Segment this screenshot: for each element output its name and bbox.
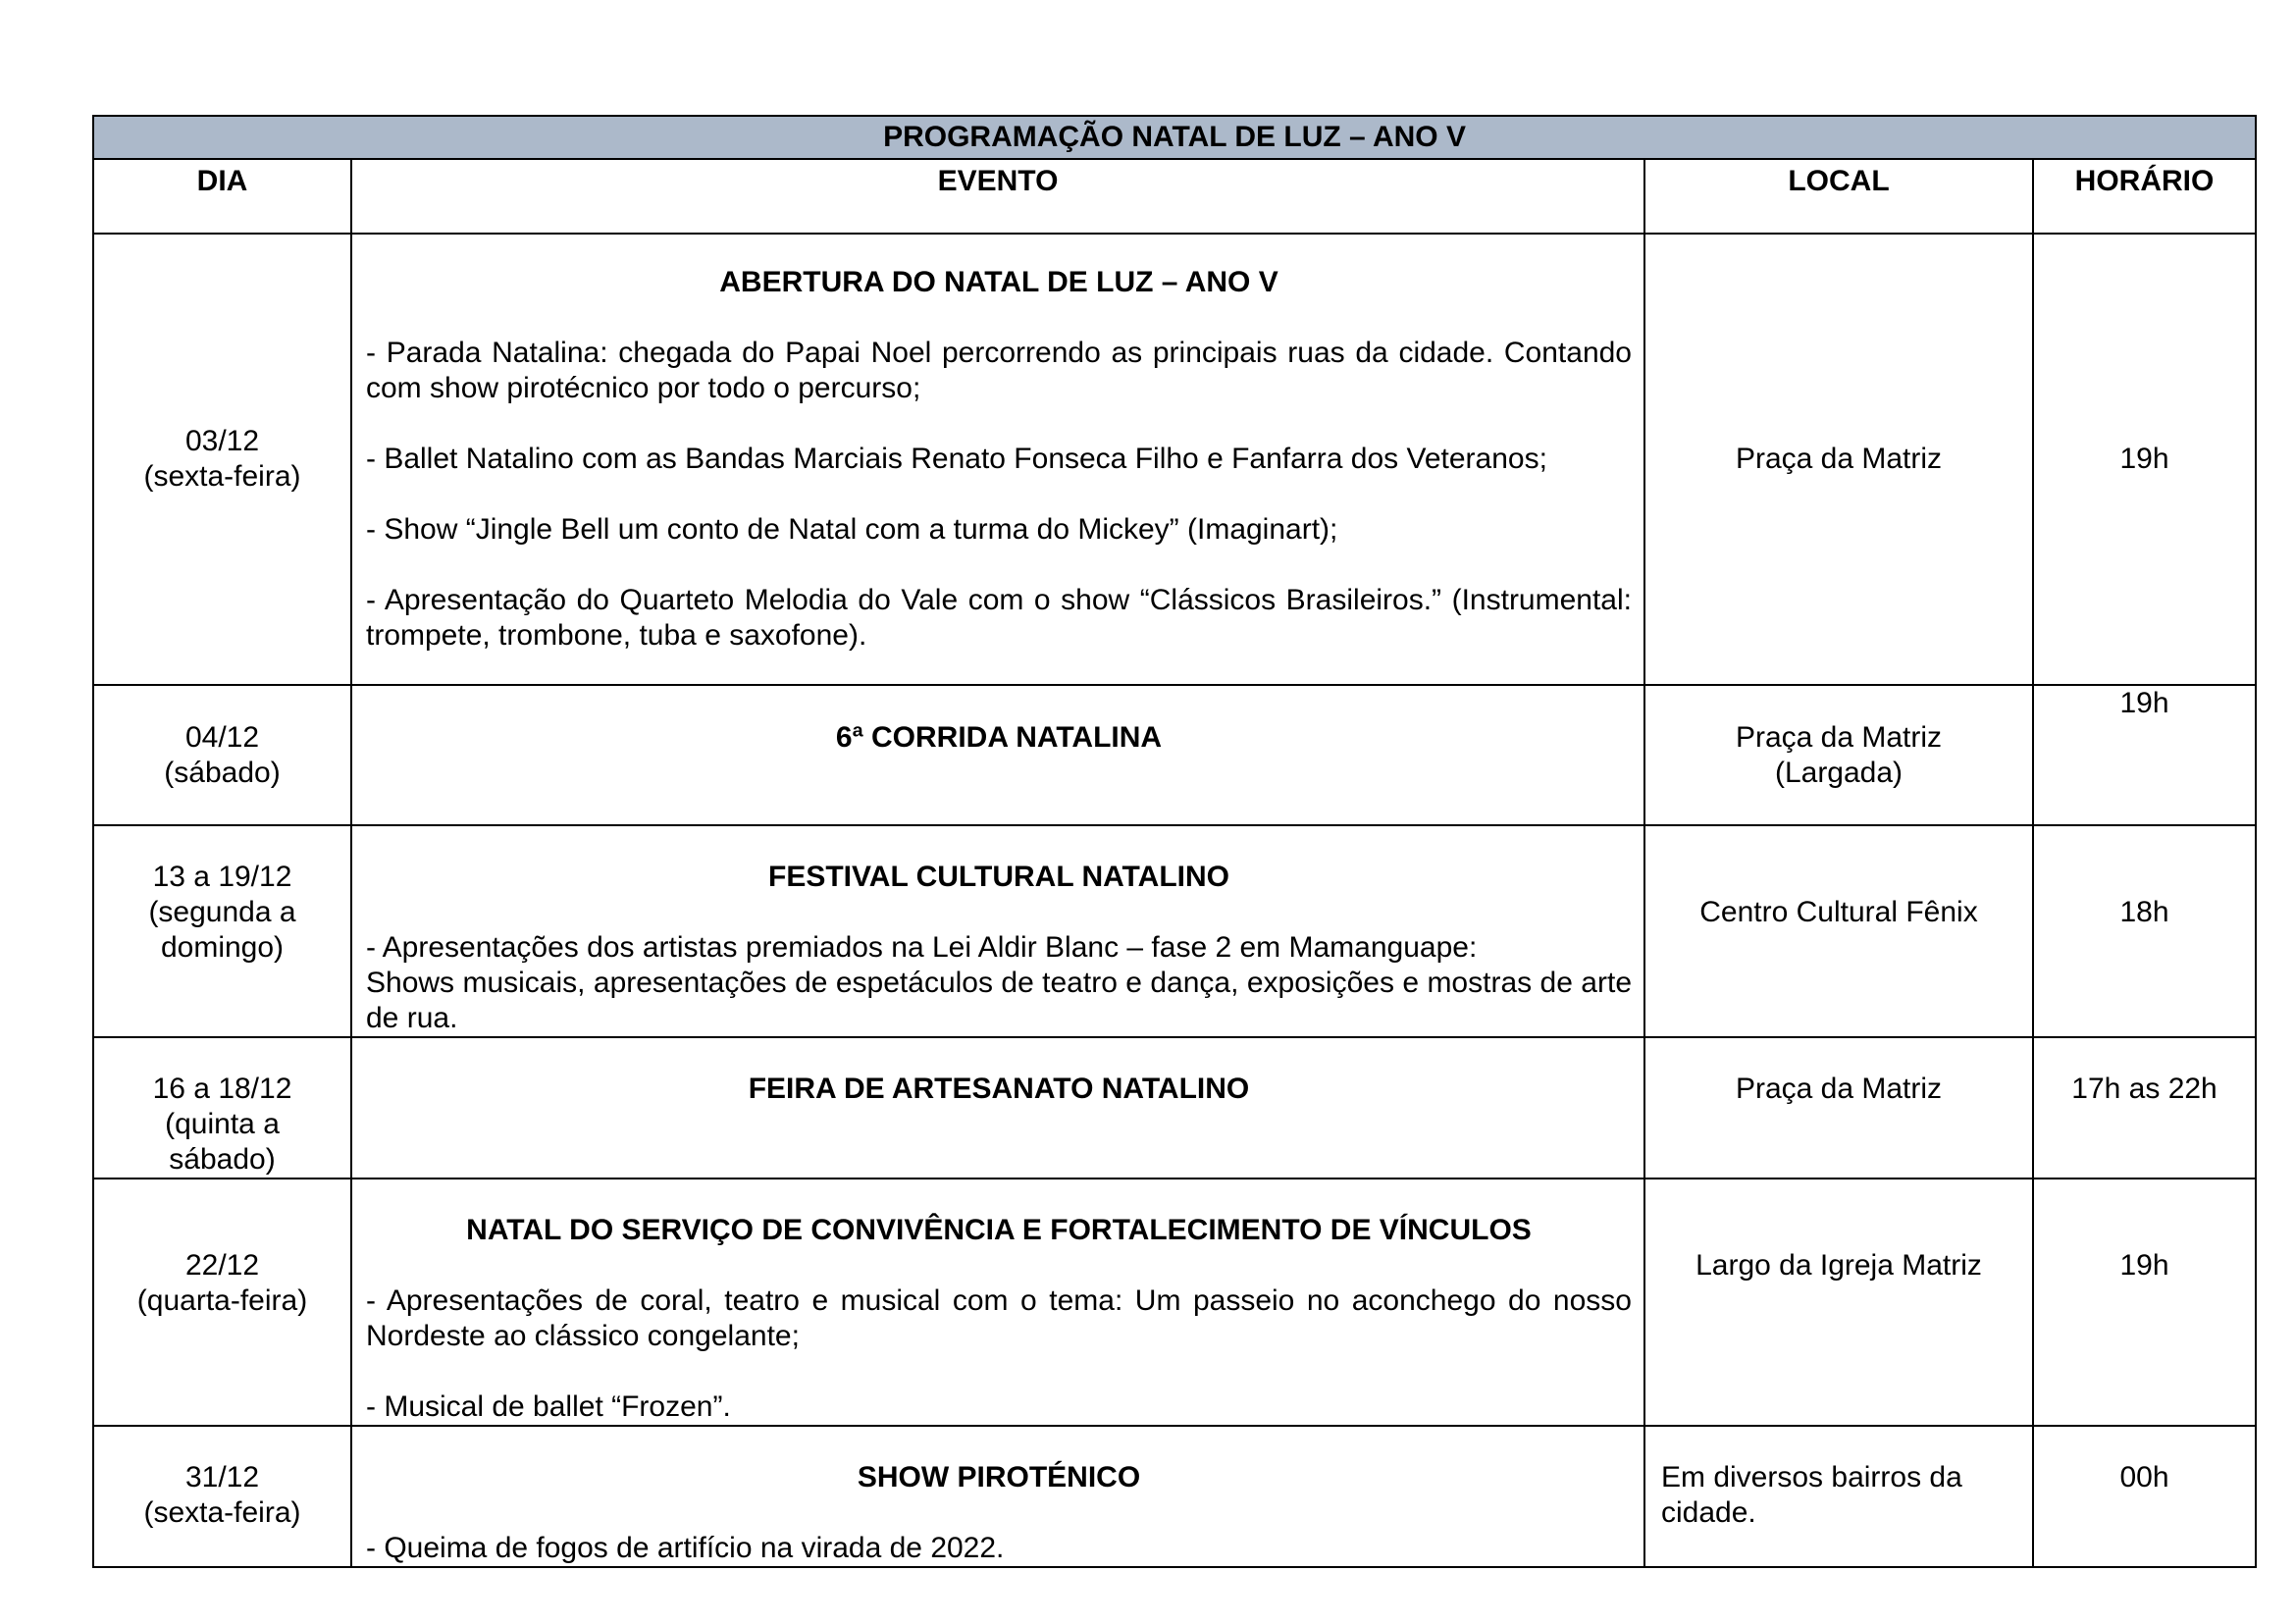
day-weekday: (sexta-feira) bbox=[143, 460, 301, 493]
day-date: 04/12 bbox=[184, 720, 260, 754]
location-cell: Em diversos bairros da cidade. bbox=[1644, 1426, 2033, 1567]
table-title: PROGRAMAÇÃO NATAL DE LUZ – ANO V bbox=[93, 116, 2256, 159]
header-evento: EVENTO bbox=[351, 159, 1644, 234]
table-row bbox=[93, 1426, 2256, 1567]
time-cell: 18h bbox=[2033, 825, 2256, 1037]
event-title: SHOW PIROTÉNICO bbox=[857, 1461, 1141, 1493]
schedule-table bbox=[92, 115, 2257, 1568]
table-row bbox=[93, 685, 2256, 825]
location-cell: Praça da Matriz bbox=[1644, 234, 2033, 685]
event-title: FEIRA DE ARTESANATO NATALINO bbox=[748, 1073, 1250, 1105]
day-date: 31/12 bbox=[184, 1461, 260, 1493]
day-weekday: (segunda a domingo) bbox=[148, 896, 296, 964]
table-row bbox=[93, 234, 2256, 685]
day-cell bbox=[93, 1426, 351, 1567]
event-cell bbox=[351, 685, 1644, 825]
event-line: Shows musicais, apresentações de espetáculos de teatro e dança, exposições e mostras de arte de rua. bbox=[366, 967, 1632, 1034]
event-line: - Show “Jingle Bell um conto de Natal com a turma do Mickey” (Imaginart); bbox=[366, 513, 1338, 546]
event-title: ABERTURA DO NATAL DE LUZ – ANO V bbox=[719, 266, 1278, 298]
day-date: 03/12 bbox=[184, 425, 260, 457]
day-cell bbox=[93, 234, 351, 685]
time-cell: 00h bbox=[2033, 1426, 2256, 1567]
location-name: Praça da Matriz bbox=[1735, 720, 1943, 754]
event-line: - Queima de fogos de artifício na virada de 2022. bbox=[366, 1532, 1005, 1564]
table-row bbox=[93, 1179, 2256, 1426]
event-line: - Musical de ballet “Frozen”. bbox=[366, 1390, 731, 1423]
time-cell: 17h as 22h bbox=[2033, 1037, 2256, 1179]
table-row bbox=[93, 1037, 2256, 1179]
event-line: - Apresentações de coral, teatro e musical com o tema: Um passeio no aconchego do nosso Nordeste ao clássico congelante; bbox=[366, 1284, 1632, 1352]
day-weekday: (quinta a sábado) bbox=[165, 1108, 280, 1176]
day-date: 13 a 19/12 bbox=[152, 861, 292, 893]
table-row bbox=[93, 825, 2256, 1037]
day-date: 22/12 bbox=[184, 1249, 260, 1282]
header-horario: HORÁRIO bbox=[2033, 159, 2256, 234]
location-extra: (Largada) bbox=[1774, 756, 1904, 789]
location-cell bbox=[1644, 685, 2033, 825]
event-title: FESTIVAL CULTURAL NATALINO bbox=[768, 861, 1229, 893]
schedule-sheet bbox=[92, 115, 2255, 1568]
event-cell bbox=[351, 1179, 1644, 1426]
day-cell bbox=[93, 825, 351, 1037]
day-weekday: (quarta-feira) bbox=[136, 1284, 308, 1317]
event-cell bbox=[351, 825, 1644, 1037]
event-line: - Apresentações dos artistas premiados na Lei Aldir Blanc – fase 2 em Mamanguape: bbox=[366, 931, 1478, 964]
day-cell bbox=[93, 1037, 351, 1179]
event-cell bbox=[351, 1426, 1644, 1567]
day-cell bbox=[93, 685, 351, 825]
event-cell bbox=[351, 1037, 1644, 1179]
location-cell: Centro Cultural Fênix bbox=[1644, 825, 2033, 1037]
location-cell: Largo da Igreja Matriz bbox=[1644, 1179, 2033, 1426]
day-weekday: (sexta-feira) bbox=[143, 1496, 301, 1529]
time-cell: 19h bbox=[2033, 685, 2256, 825]
event-cell bbox=[351, 234, 1644, 685]
event-line: - Ballet Natalino com as Bandas Marciais Renato Fonseca Filho e Fanfarra dos Veteranos; bbox=[366, 443, 1547, 475]
time-cell: 19h bbox=[2033, 234, 2256, 685]
event-line: - Parada Natalina: chegada do Papai Noel percorrendo as principais ruas da cidade. Contando com show pirotécnico por todo o percurso; bbox=[366, 337, 1632, 404]
day-cell bbox=[93, 1179, 351, 1426]
event-title: 6ª CORRIDA NATALINA bbox=[835, 720, 1163, 754]
header-local: LOCAL bbox=[1644, 159, 2033, 234]
time-cell: 19h bbox=[2033, 1179, 2256, 1426]
event-title: NATAL DO SERVIÇO DE CONVIVÊNCIA E FORTALECIMENTO DE VÍNCULOS bbox=[466, 1214, 1532, 1246]
title-row bbox=[93, 116, 2256, 159]
header-row bbox=[93, 159, 2256, 234]
header-dia: DIA bbox=[93, 159, 351, 234]
event-line: - Apresentação do Quarteto Melodia do Vale com o show “Clássicos Brasileiros.” (Instrumental: trompete, trombone, tuba e saxofone). bbox=[366, 584, 1632, 652]
location-cell: Praça da Matriz bbox=[1644, 1037, 2033, 1179]
day-weekday: (sábado) bbox=[164, 756, 281, 789]
day-date: 16 a 18/12 bbox=[152, 1073, 292, 1105]
